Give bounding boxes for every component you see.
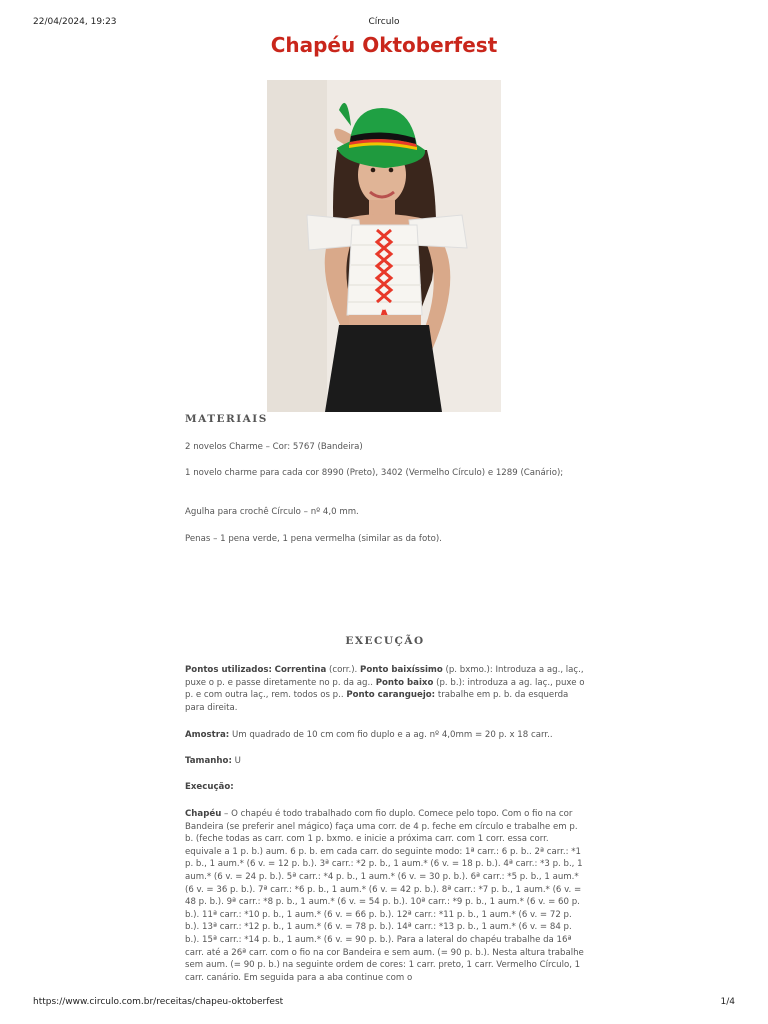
page-title: Chapéu Oktoberfest bbox=[270, 33, 498, 57]
ponto-baixo-label: Ponto baixo bbox=[375, 677, 434, 688]
pontos-label: Pontos utilizados: bbox=[185, 665, 272, 675]
amostra-label: Amostra: bbox=[185, 730, 230, 740]
materials-item-1: 2 novelos Charme – Cor: 5767 (Bandeira) bbox=[185, 442, 363, 452]
ponto-caranguejo-label: Ponto caranguejo: bbox=[346, 690, 436, 701]
materials-item-3: Agulha para crochê Círculo – nº 4,0 mm. bbox=[185, 507, 359, 517]
tamanho-text: U bbox=[231, 756, 241, 766]
execucao-subheading-block bbox=[185, 781, 585, 794]
recipe-photo bbox=[267, 80, 501, 412]
footer-url: https://www.circulo.com.br/receitas/chapeu-oktoberfest bbox=[33, 997, 284, 1007]
chapeu-text: – O chapéu é todo trabalhado com fio duplo. Comece pelo topo. Com o fio na cor Bandeira (se preferir anel mágico) faça uma corr. de 4 p. feche em círculo e trabalhe em p. b. (feche todas as carr. com 1 p. bxmo. e inicie a próxima carr. com 1 corr. essa corr. equivale a 1 p. b.) aum. 6 p. b. em cada carr. do seguinte modo: 1ª carr.: 6 p. b.. 2ª carr.: *1 p. b., 1 aum.* (6 v. = 12 p. b.). 3ª carr.: *2 p. b., 1 aum.* (6 v. = 18 p. b.). 4ª carr.: *3 p. b., 1 aum.* (6 v. = 24 p. b.). 5ª carr.: *4 p. b., 1 aum.* (6 v. = 30 p. b.). 6ª carr.: *5 p. b., 1 aum.* (6 v. = 36 p. b.). 7ª carr.: *6 p. b., 1 aum.* (6 v. = 42 p. b.). 8ª carr.: *7 p. b., 1 aum.* (6 v. = 48 p. b.). 9ª carr.: *8 p. b., 1 aum.* (6 v. = 54 p. b.). 10ª carr.: *9 p. b., 1 aum.* (6 v. = 60 p. b.). 11ª carr.: *10 p. b., 1 aum.* (6 v. = 66 p. b.). 12ª carr.: *11 p. b., 1 aum.* (6 v. = 72 p. b.). 13ª carr.: *12 p. b., 1 aum.* (6 v. = 78 p. b.). 14ª carr.: *13 p. b., 1 aum.* (6 v. = 84 p. b.). 15ª carr.: *14 p. b., 1 aum.* (6 v. = 90 p. b.). Para a lateral do chapéu trabalhe da 16ª carr. até a 26ª carr. com o fio na cor Bandeira e sem aum. (= 90 p. b.). Nesta altura trabalhe sem aum. (= 90 p. b.) na seguinte ordem de cores: 1 carr. preto, 1 carr. Vermelho Círculo, 1 carr. canário. Em seguida para a aba continue com o bbox=[185, 809, 584, 983]
hat-model-illustration bbox=[267, 80, 501, 412]
execucao-label: Execução: bbox=[185, 782, 234, 792]
execution-heading: EXECUÇÃO bbox=[345, 635, 425, 647]
chapeu-label: Chapéu bbox=[185, 809, 222, 819]
materials-section bbox=[185, 413, 585, 426]
materials-item-4: Penas – 1 pena verde, 1 pena vermelha (similar as da foto). bbox=[185, 534, 442, 544]
materials-item-2: 1 novelo charme para cada cor 8990 (Preto), 3402 (Vermelho Círculo) e 1289 (Canário); bbox=[185, 468, 564, 478]
correntina-text: (corr.). bbox=[326, 665, 361, 675]
ponto-caranguejo-text: trabalhe em p. b. da esquerda para direita. bbox=[185, 690, 569, 713]
correntina-label: Correntina bbox=[274, 665, 327, 675]
print-site-name: Círculo bbox=[368, 17, 400, 27]
print-datetime: 22/04/2024, 19:23 bbox=[33, 17, 117, 27]
pontos-paragraph bbox=[185, 664, 585, 714]
ponto-baixissimo-label: Ponto baixíssimo bbox=[360, 665, 443, 675]
ponto-baixissimo-text: (p. bxmo.): Introduza a ag., laç., puxe o p. e passe diretamente no p. da ag.. bbox=[185, 665, 584, 688]
amostra-paragraph bbox=[185, 729, 585, 742]
materials-heading: MATERIAIS bbox=[185, 413, 268, 425]
chapeu-paragraph bbox=[185, 808, 585, 988]
ponto-baixo-text: (p. b.): introduza a ag. laç., puxe o p. e com outra laç., rem. todos os p.. bbox=[185, 677, 585, 701]
tamanho-paragraph bbox=[185, 755, 585, 768]
tamanho-label: Tamanho: bbox=[185, 756, 232, 766]
footer-page-number: 1/4 bbox=[720, 997, 735, 1007]
amostra-text: Um quadrado de 10 cm com fio duplo e a ag. nº 4,0mm = 20 p. x 18 carr.. bbox=[229, 730, 553, 740]
